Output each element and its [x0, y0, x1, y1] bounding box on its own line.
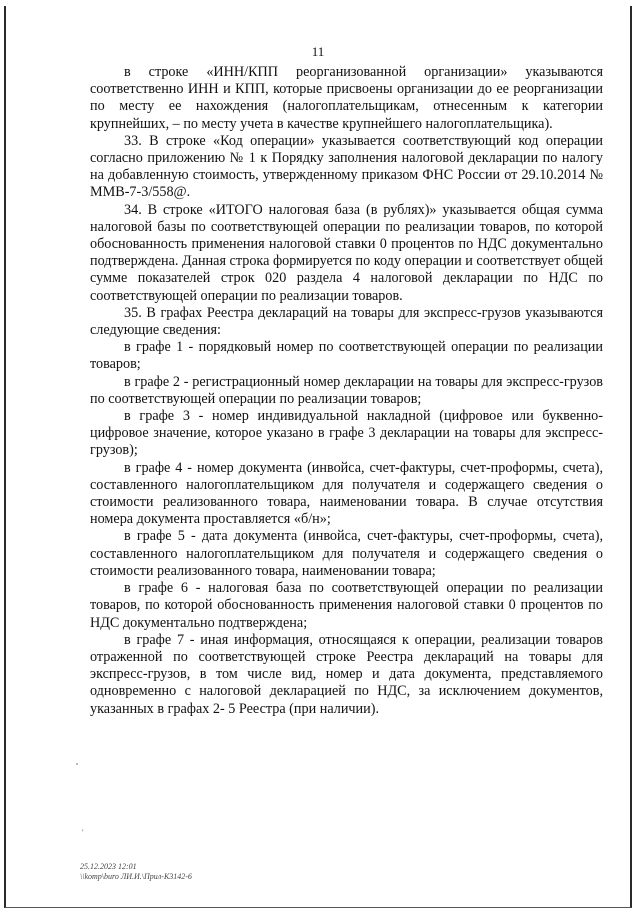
- paragraph-column-6: в графе 6 - налоговая база по соответствующей операции по реализации товаров, по которой обоснованность применения налоговой ставки 0 процентов по НДС документально подтверждена;: [90, 580, 603, 631]
- footer-file-path: \\komp\buro ЛИ.И.\Прил-К3142-6: [80, 872, 192, 881]
- paragraph-35: 35. В графах Реестра деклараций на товары для экспресс-грузов указываются следующие сведения:: [90, 304, 603, 339]
- margin-mark: ': [82, 828, 84, 837]
- paragraph-34: 34. В строке «ИТОГО налоговая база (в рублях)» указывается общая сумма налоговой базы по соответствующей операции по реализации товаров, по которой обоснованность применения налоговой ставки 0 процентов по НДС документально подтверждена. Данная строка формируется по коду операции и соответствует общей сумме показателей строк 020 раздела 4 налоговой декларации по НДС по соответствующей операции по реализации товаров.: [90, 201, 603, 304]
- footer-timestamp: 25.12.2023 12:01: [80, 862, 137, 871]
- paragraph-column-4: в графе 4 - номер документа (инвойса, счет-фактуры, счет-проформы, счета), составленного налогоплательщиком для получателя и содержащего сведения о стоимости реализованного товара, наименовании товара. В случае отсутствия номера документа проставляется «б/н»;: [90, 459, 603, 528]
- scan-speck: [76, 763, 78, 765]
- paragraph-33: 33. В строке «Код операции» указывается соответствующий код операции согласно приложению № 1 к Порядку заполнения налоговой декларации по налогу на добавленную стоимость, утвержденному приказом ФНС России от 29.10.2014 № ММВ-7-3/558@.: [90, 132, 603, 201]
- document-footer: [80, 862, 192, 882]
- paragraph-column-3: в графе 3 - номер индивидуальной накладной (цифровое или буквенно-цифровое значение, которое указано в графе 3 декларации на товары для экспресс-грузов);: [90, 408, 603, 459]
- paragraph-column-7: в графе 7 - иная информация, относящаяся к операции, реализации товаров отраженной по соответствующей строке Реестра деклараций на товары для экспресс-грузов, в том числе вид, номер и дата документа, представляемого одновременно с налоговой декларацией по НДС, за исключением документов, указанных в графах 2- 5 Реестра (при наличии).: [90, 631, 603, 717]
- document-page: [4, 6, 632, 908]
- paragraph-column-1: в графе 1 - порядковый номер по соответствующей операции по реализации товаров;: [90, 339, 603, 373]
- paragraph-column-5: в графе 5 - дата документа (инвойса, счет-фактуры, счет-проформы, счета), составленного налогоплательщиком для получателя и содержащего сведения о стоимости реализованного товара, наименовании товара;: [90, 528, 603, 579]
- paragraph-column-2: в графе 2 - регистрационный номер декларации на товары для экспресс-грузов по соответствующей операции по реализации товаров;: [90, 373, 603, 407]
- paragraph-inn-kpp: в строке «ИНН/КПП реорганизованной организации» указываются соответственно ИНН и КПП, которые присвоены организации до ее реорганизации по месту ее нахождения (налогоплательщикам, отнесенным к категории крупнейших, – по месту учета в качестве крупнейшего налогоплательщика).: [90, 64, 603, 132]
- page-number: 11: [311, 44, 325, 59]
- document-body: [90, 64, 603, 718]
